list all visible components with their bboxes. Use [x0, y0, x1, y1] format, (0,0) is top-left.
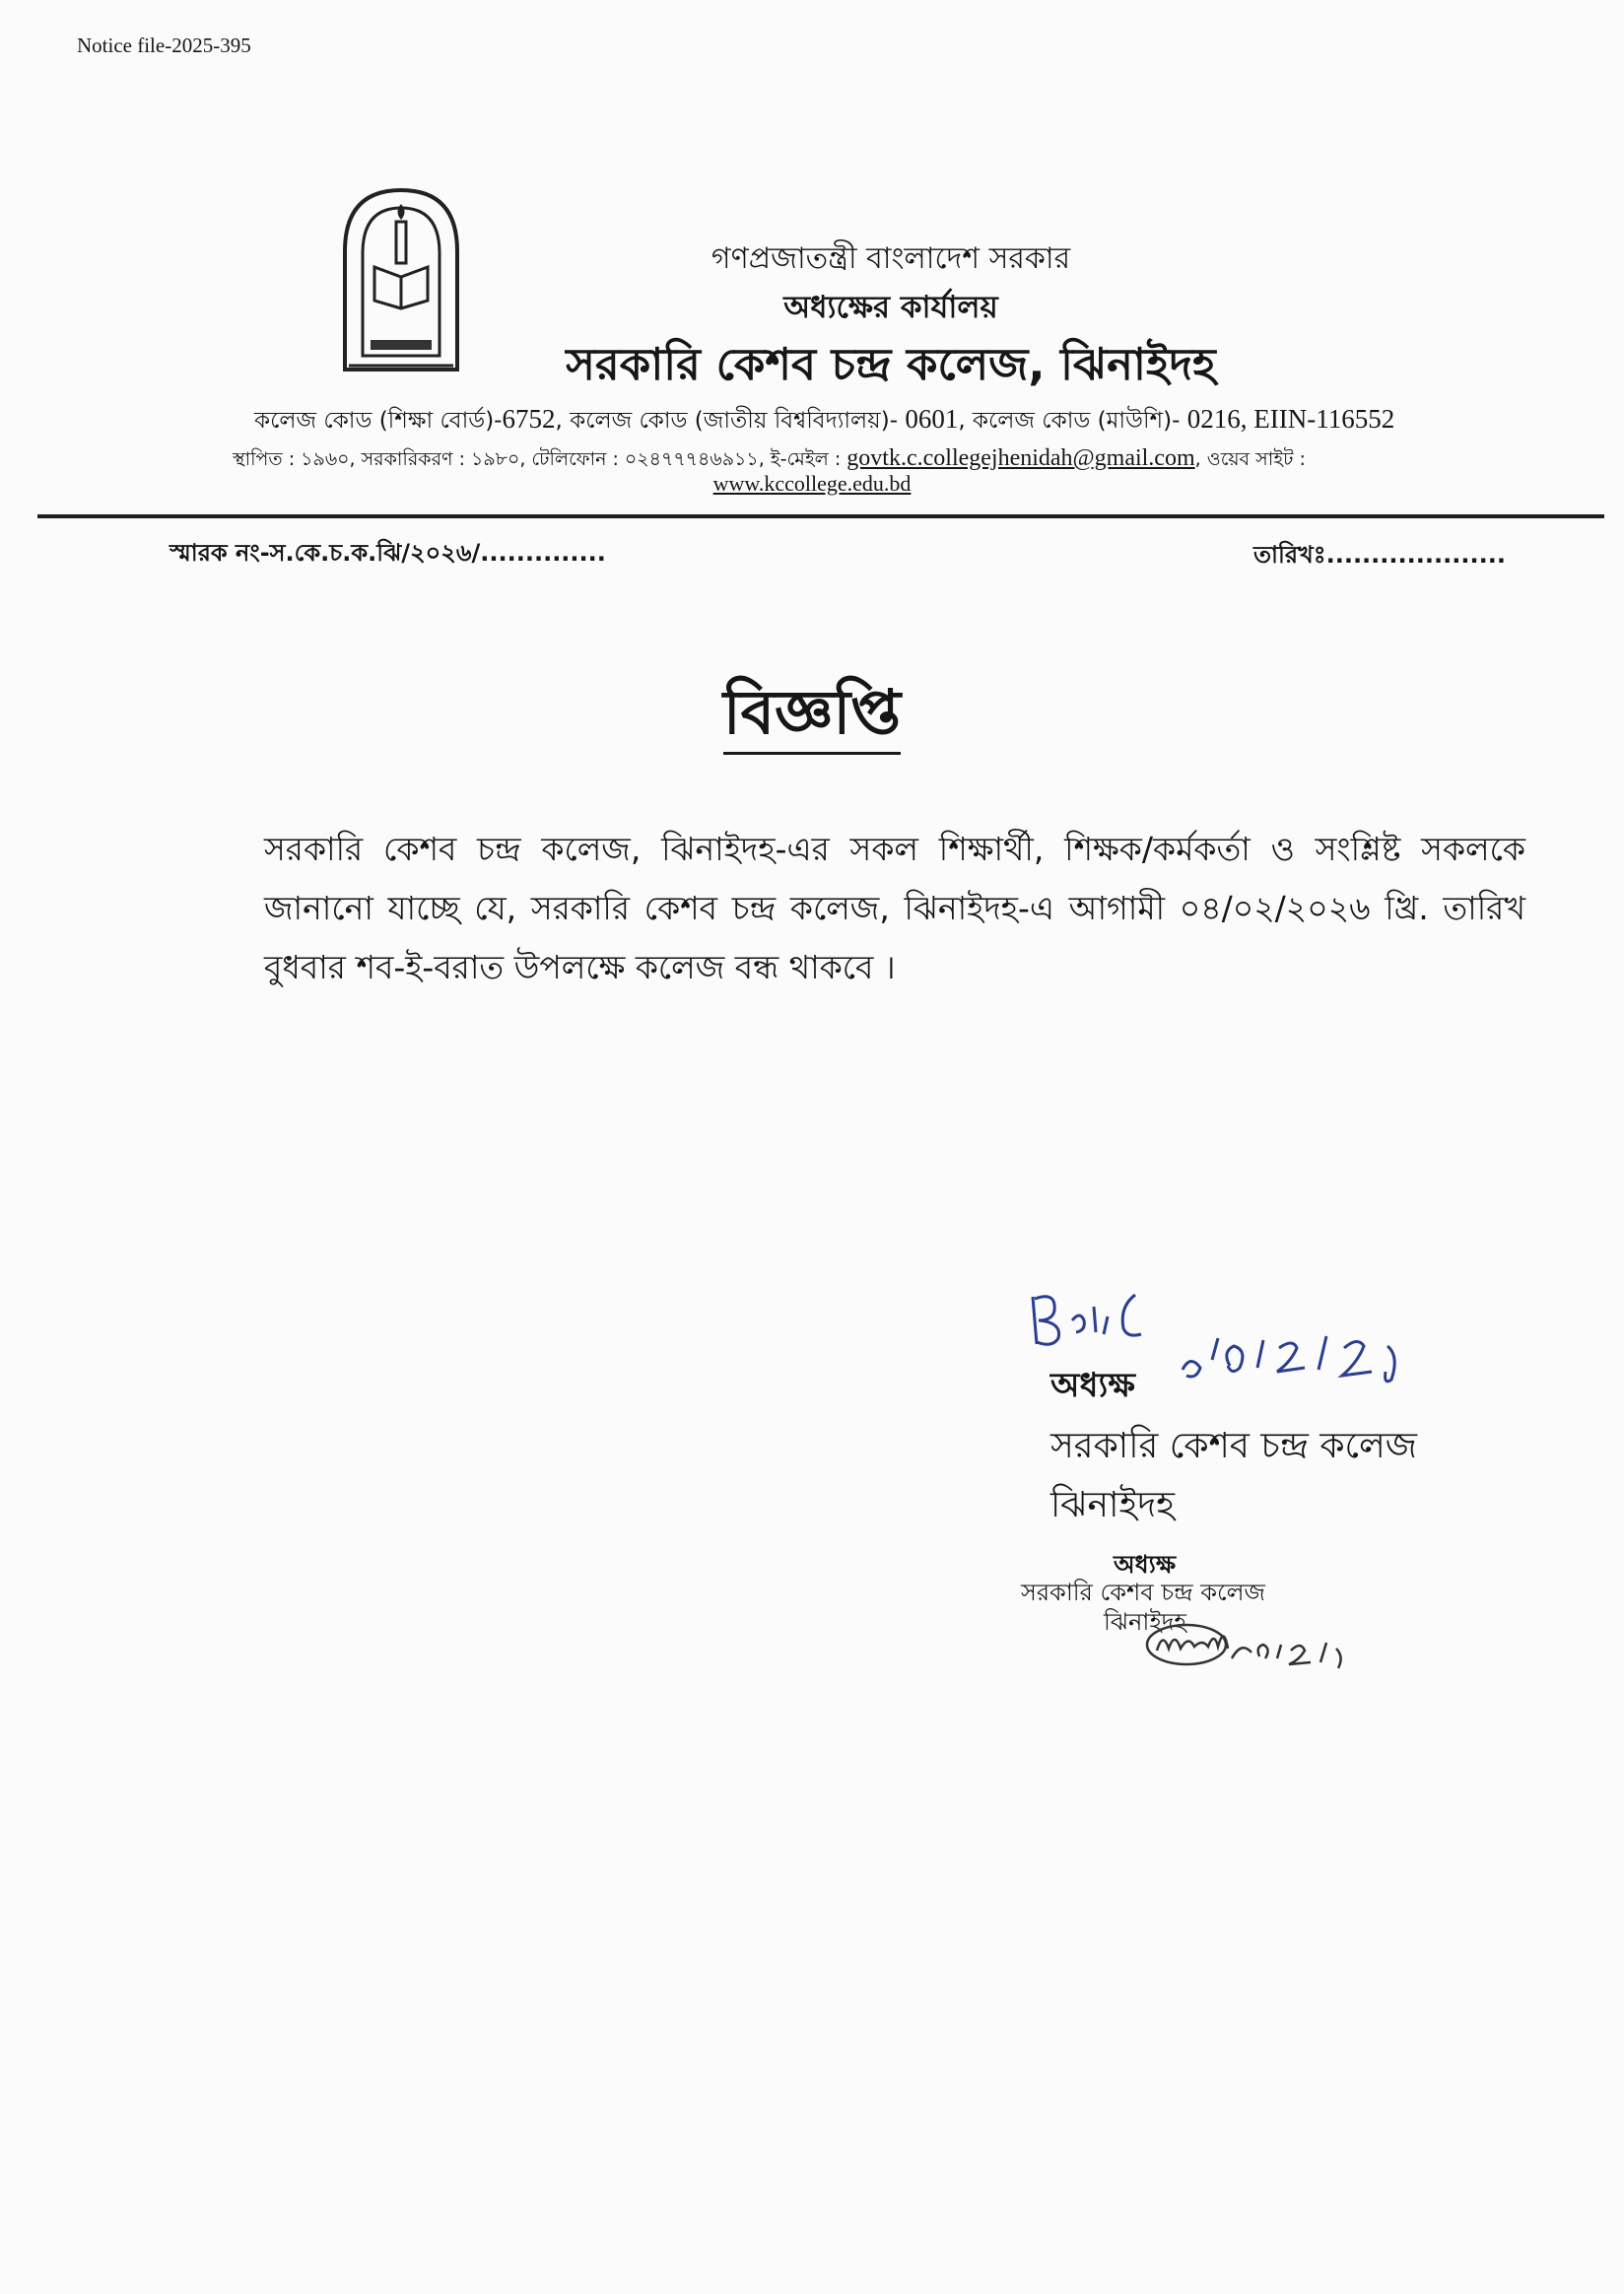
- header-divider: [37, 514, 1604, 518]
- email-link[interactable]: govtk.c.collegejhenidah@gmail.com: [846, 445, 1195, 471]
- office-title: অধ্যক্ষের কার্যালয়: [783, 290, 998, 325]
- college-name: সরকারি কেশব চন্দ্র কলেজ, ঝিনাইদহ: [566, 338, 1216, 390]
- board-code: 6752: [502, 404, 556, 434]
- contact-prefix: স্থাপিত : ১৯৬০, সরকারিকরণ : ১৯৮০, টেলিফোন : ০২৪৭৭৭৪৬৯১১, ই-মেইল :: [233, 448, 847, 470]
- college-codes: [254, 402, 1394, 440]
- memo-date: তারিখঃ....................: [1253, 541, 1506, 569]
- stamp-signature: [1133, 1601, 1370, 1680]
- website-label: , ওয়েব সাইট :: [1194, 448, 1306, 470]
- codes-c: , কলেজ কোড (মাউশি)-: [958, 408, 1187, 434]
- signature-college: সরকারি কেশব চন্দ্র কলেজ: [1050, 1426, 1417, 1466]
- notice-body: সরকারি কেশব চন্দ্র কলেজ, ঝিনাইদহ-এর সকল শিক্ষার্থী, শিক্ষক/কর্মকর্তা ও সংশ্লিষ্ট সকলকে জানানো যাচ্ছে যে, সরকারি কেশব চন্দ্র কলেজ, ঝিনাইদহ-এ আগামী ০৪/০২/২০২৬ খ্রি. তারিখ বুধবার শব-ই-বরাত উপলক্ষে কলেজ বন্ধ থাকবে ।: [264, 830, 1525, 986]
- codes-b: , কলেজ কোড (জাতীয় বিশ্ববিদ্যালয়)-: [555, 408, 906, 434]
- maushi-code: 0216, EIIN-116552: [1186, 404, 1395, 434]
- stamp-place: ঝিনাইদহ: [1104, 1608, 1187, 1636]
- government-title: গণপ্রজাতন্ত্রী বাংলাদেশ সরকার: [710, 241, 1071, 276]
- codes-a: কলেজ কোড (শিক্ষা বোর্ড)-: [254, 408, 503, 434]
- notice-heading-text: বিজ্ঞপ্তি: [723, 676, 901, 755]
- stamp-title: অধ্যক্ষ: [1114, 1550, 1177, 1579]
- signature-title: অধ্যক্ষ: [1050, 1366, 1135, 1405]
- memo-number: স্মারক নং-স.কে.চ.ক.ঝি/২০২৬/..............: [169, 539, 606, 567]
- file-reference: Notice file-2025-395: [77, 34, 251, 57]
- website-link[interactable]: www.kccollege.edu.bd: [712, 471, 912, 496]
- signature-place: ঝিনাইদহ: [1050, 1485, 1176, 1525]
- nu-code: 0601: [905, 404, 959, 434]
- stamp-college: সরকারি কেশব চন্দ্র কলেজ: [1021, 1579, 1266, 1606]
- notice-heading: [0, 666, 1624, 768]
